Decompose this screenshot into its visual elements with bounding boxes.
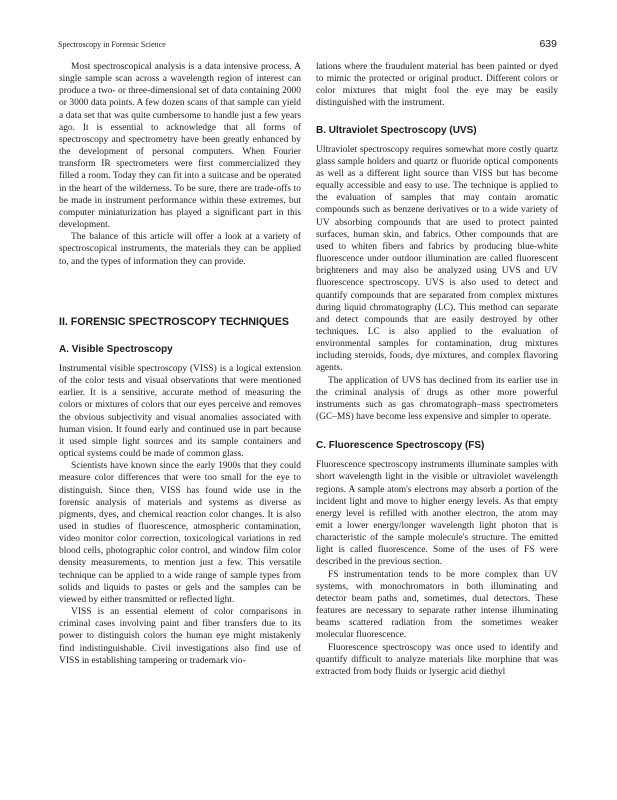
left-column bbox=[59, 61, 301, 667]
subsection-heading-fs: C. Fluorescence Spectroscopy (FS) bbox=[316, 440, 485, 452]
intro-paragraph: The balance of this article will offer a look at a variety of spectroscopical instruments, the materials they can be applied to, and the types of information they can provide. bbox=[59, 232, 301, 267]
right-column bbox=[316, 61, 558, 678]
running-title: Spectroscopy in Forensic Science bbox=[58, 40, 166, 49]
page-header bbox=[58, 38, 557, 50]
visible-paragraph: VISS is an essential element of color comparisons in criminal cases involving paint and fiber transfers due to its power to distinguish colors the human eye might mistakenly find indistinguishable. Civil investigations also find use of VISS in establishing tampering or trademark vio- bbox=[59, 607, 301, 666]
fs-paragraph: FS instrumentation tends to be more complex than UV systems, with monochromators in both illuminating and detector beam paths and, sometimes, dual detectors. These features are necessary to separate rather intense illuminating beams scattered radiation from the sometimes weaker molecular fluorescence. bbox=[316, 569, 558, 641]
fs-paragraph: Fluorescence spectroscopy was once used to identify and quantify difficult to analyze materials like morphine that was extracted from body fluids or lysergic acid diethyl bbox=[316, 642, 558, 677]
visible-paragraph: Instrumental visible spectroscopy (VISS) is a logical extension of the color tests and visual observations that were mentioned earlier. It is a sensitive, accurate method of measuring the colors or mixtures of colors that our eyes perceive and removes the obvious subjectivity and visual anomalies associated with human vision. It found early and continued use in part because it used simple light sources and its sample containers and optical systems could be made of common glass. bbox=[59, 363, 301, 460]
intro-paragraph: Most spectroscopical analysis is a data intensive process. A single sample scan across a wavelength region of interest can produce a two- or three-dimensional set of data containing 2000 or 3000 data points. A few dozen scans of that sample can yield a data set that was quite cumbersome to handle just a few years ago. It is essential to acknowledge that all forms of spectroscopy and spectrometry have been greatly enhanced by the development of personal computers. When Fourier transform IR spectrometers were first commercialized they filled a room. Today they can fit into a suitcase and be operated in the heart of the wilderness. To be sure, there are trade-offs to be made in instrument performance within these extremes, but computer miniaturization has played a significant part in this development. bbox=[59, 62, 301, 231]
visible-continuation-paragraph: lations where the fraudulent material has been painted or dyed to mimic the protected or original product. Different colors or color mixtures that might fool the eye may be easily distinguished with the instrument. bbox=[316, 62, 558, 109]
visible-paragraph: Scientists have known since the early 1900s that they could measure color differences that were too small for the eye to distinguish. Since then, VISS has found wide use in the forensic analysis of materials and systems as diverse as pigments, dyes, and chemical reaction color changes. It is also used in studies of fluorescence, atmospheric contamination, video monitor color correction, toxicological variations in red blood cells, photographic color control, and window film color density measurements, to mention just a few. This versatile technique can be applied to a wide range of sample types from solids and liquids to pastes or gels and the samples can be viewed by either transmitted or reflected light. bbox=[59, 461, 301, 605]
subsection-heading-visible: A. Visible Spectroscopy bbox=[59, 343, 173, 355]
uvs-paragraph: The application of UVS has declined from its earlier use in the criminal analysis of drugs as other more powerful instruments such as gas chromatograph–mass spectrometers (GC–MS) have become less expensive and simpler to operate. bbox=[316, 375, 558, 423]
page-number: 639 bbox=[539, 38, 557, 50]
subsection-heading-uvs: B. Ultraviolet Spectroscopy (UVS) bbox=[316, 124, 477, 136]
section-heading: II. FORENSIC SPECTROSCOPY TECHNIQUES bbox=[59, 315, 289, 328]
uvs-paragraph: Ultraviolet spectroscopy requires somewhat more costly quartz glass sample holders and quartz or fluoride optical components as well as a different light source than VISS but has become equally accessible and easy to use. The technique is applied to the evaluation of samples that may contain aromatic compounds such as benzene derivatives or to a wide variety of UV absorbing compounds that are used to protect painted surfaces, human skin, and fabrics. Other compounds that are used to whiten fibers and fabrics by producing blue-white fluorescence under outdoor illumination are called fluorescent brighteners and may also be analyzed using UVS and UV fluorescence spectroscopy. UVS is also used to detect and quantify compounds that are separated from complex mixtures during liquid chromatography (LC). This method can separate and detect compounds that are easily destroyed by other techniques. LC is also applied to the evaluation of environmental samples for contamination, drug mixtures including steroids, foods, dye mixtures, and complex flavoring agents. bbox=[316, 144, 558, 374]
fs-paragraph: Fluorescence spectroscopy instruments illuminate samples with short wavelength light in the visible or ultraviolet wavelength regions. A sample atom's electrons may absorb a portion of the incident light and move to higher energy levels. As that empty energy level is refilled with another electron, the atom may emit a lower energy/longer wavelength light photon that is characteristic of the sample molecule's structure. The emitted light is called fluorescence. Some of the uses of FS were described in the previous section. bbox=[316, 460, 558, 568]
